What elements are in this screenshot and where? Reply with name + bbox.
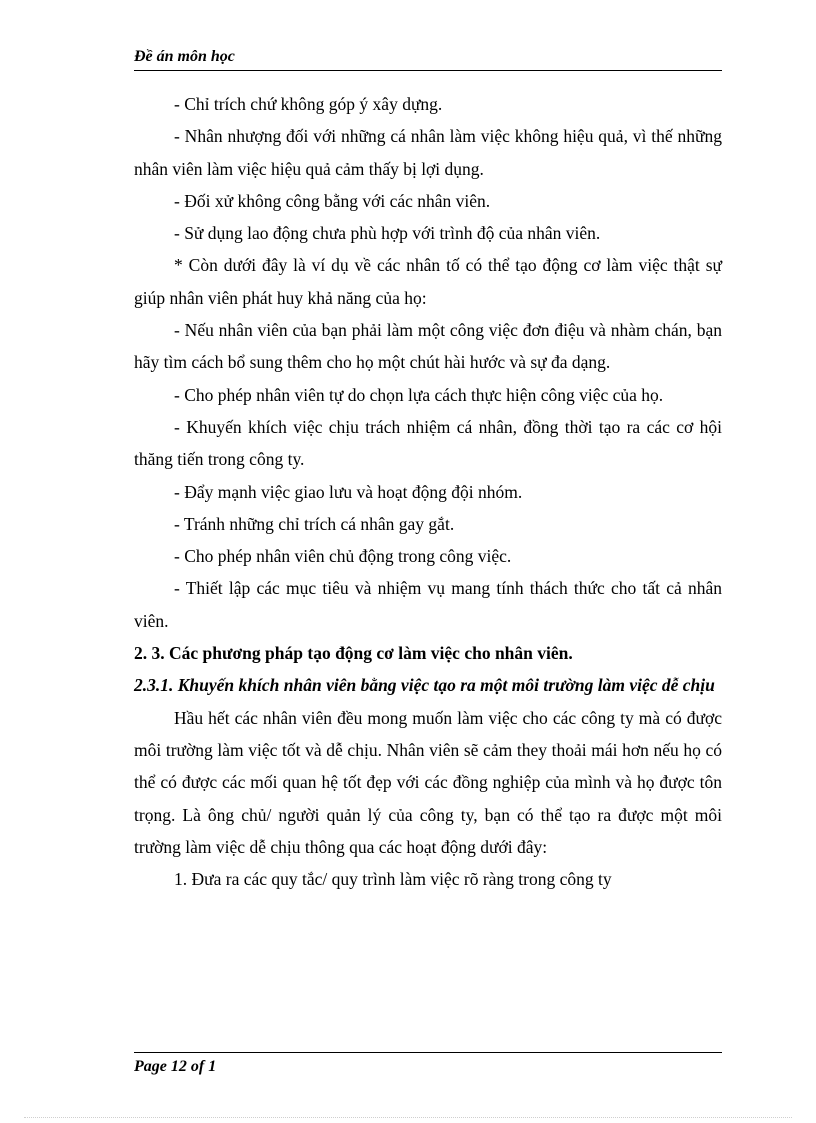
body-paragraph: Hầu hết các nhân viên đều mong muốn làm việc cho các công ty mà có được môi trường làm việc tốt và dễ chịu. Nhân viên sẽ cảm they thoải mái hơn nếu họ có thể có được các mối quan hệ tốt đẹp với các đồng nghiệp của mình và họ được tôn trọng. Là ông chủ/ người quản lý của công ty, bạn có thể tạo ra được một môi trường làm việc dễ chịu thông qua các hoạt động dưới đây:: [134, 707, 722, 857]
header-divider: [134, 70, 722, 71]
page-header-title: Đề án môn học: [134, 48, 235, 65]
footer-divider: [134, 1052, 722, 1053]
numbered-list-item: 1. Đưa ra các quy tắc/ quy trình làm việc rõ ràng trong công ty: [174, 869, 612, 890]
body-paragraph: - Đẩy mạnh việc giao lưu và hoạt động đội nhóm.: [174, 481, 523, 502]
section-heading: 2. 3. Các phương pháp tạo động cơ làm việc cho nhân viên.: [134, 643, 573, 664]
body-paragraph: - Thiết lập các mục tiêu và nhiệm vụ mang tính thách thức cho tất cả nhân viên.: [134, 578, 722, 631]
body-paragraph: - Nếu nhân viên của bạn phải làm một công việc đơn điệu và nhàm chán, bạn hãy tìm cách bổ sung thêm cho họ một chút hài hước và sự đa dạng.: [134, 320, 722, 373]
body-paragraph: - Tránh những chỉ trích cá nhân gay gắt.: [174, 513, 455, 534]
document-body: [134, 88, 722, 895]
body-paragraph: * Còn dưới đây là ví dụ về các nhân tố có thể tạo động cơ làm việc thật sự giúp nhân viên phát huy khả năng của họ:: [134, 255, 722, 308]
body-paragraph: - Cho phép nhân viên chủ động trong công việc.: [174, 546, 512, 567]
page-bottom-edge: [24, 1117, 792, 1118]
page-footer-label: Page 12 of 1: [134, 1058, 217, 1075]
body-paragraph: - Khuyến khích việc chịu trách nhiệm cá nhân, đồng thời tạo ra các cơ hội thăng tiến trong công ty.: [134, 416, 722, 470]
body-paragraph: - Cho phép nhân viên tự do chọn lựa cách thực hiện công việc của họ.: [174, 384, 664, 405]
body-paragraph: - Chỉ trích chứ không góp ý xây dựng.: [174, 94, 443, 114]
body-paragraph: - Đối xử không công bằng với các nhân viên.: [174, 190, 491, 211]
body-paragraph: - Nhân nhượng đối với những cá nhân làm việc không hiệu quả, vì thế những nhân viên làm việc hiệu quả cảm thấy bị lợi dụng.: [134, 126, 722, 179]
subsection-heading: 2.3.1. Khuyến khích nhân viên bằng việc tạo ra một môi trường làm việc dễ chịu: [134, 675, 715, 696]
body-paragraph: - Sử dụng lao động chưa phù hợp với trình độ của nhân viên.: [174, 223, 601, 244]
